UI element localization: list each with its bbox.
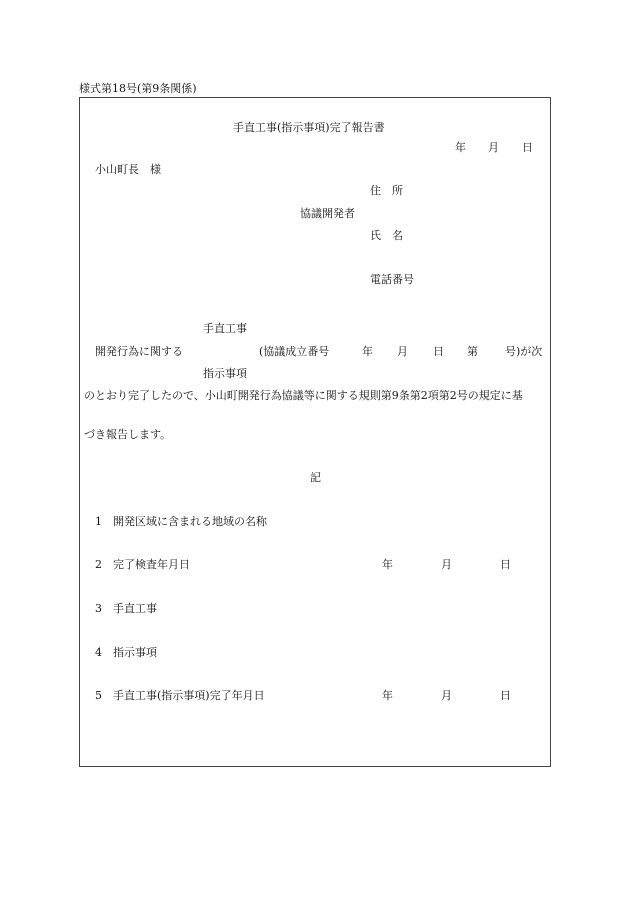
item-number: 3: [95, 602, 102, 615]
body-line-3: づき報告します。: [84, 428, 172, 441]
item-number: 5: [95, 689, 102, 702]
item-day: 日: [500, 558, 511, 571]
item-month: 月: [441, 558, 452, 571]
agreement-day: 日: [433, 345, 444, 358]
item-label: 指示事項: [113, 646, 157, 659]
agreement-month: 月: [397, 345, 408, 358]
ki-heading: 記: [310, 471, 321, 484]
item-label: 完了検査年月日: [113, 558, 190, 571]
agreement-go-suffix: 号)が次: [505, 345, 543, 358]
body-line-2: のとおり完了したので、小山町開発行為協議等に関する規則第9条第2項第2号の規定に基: [84, 389, 523, 402]
date-month: 月: [488, 141, 499, 154]
phone-label: 電話番号: [370, 273, 414, 286]
option-rework: 手直工事: [203, 322, 247, 335]
address-label: 住 所: [370, 184, 403, 197]
date-day: 日: [522, 141, 533, 154]
agreement-number-label: (協議成立番号: [259, 345, 330, 358]
item-month: 月: [441, 689, 452, 702]
item-number: 1: [95, 515, 102, 528]
item-label: 開発区域に含まれる地域の名称: [113, 515, 267, 528]
item-label: 手直工事(指示事項)完了年月日: [113, 689, 265, 702]
item-day: 日: [500, 689, 511, 702]
item-year: 年: [382, 558, 393, 571]
date-year: 年: [455, 141, 466, 154]
applicant-role: 協議開発者: [300, 207, 355, 220]
agreement-dai: 第: [467, 345, 478, 358]
option-instruction: 指示事項: [203, 367, 247, 380]
addressee: 小山町長 様: [95, 163, 161, 176]
item-number: 2: [95, 558, 102, 571]
item-label: 手直工事: [113, 602, 157, 615]
name-label: 氏 名: [370, 229, 403, 242]
form-number-label: 様式第18号(第9条関係): [79, 82, 197, 95]
agreement-year: 年: [362, 345, 373, 358]
body-prefix: 開発行為に関する: [95, 345, 183, 358]
item-year: 年: [382, 689, 393, 702]
document-title: 手直工事(指示事項)完了報告書: [233, 121, 385, 134]
item-number: 4: [95, 646, 102, 659]
